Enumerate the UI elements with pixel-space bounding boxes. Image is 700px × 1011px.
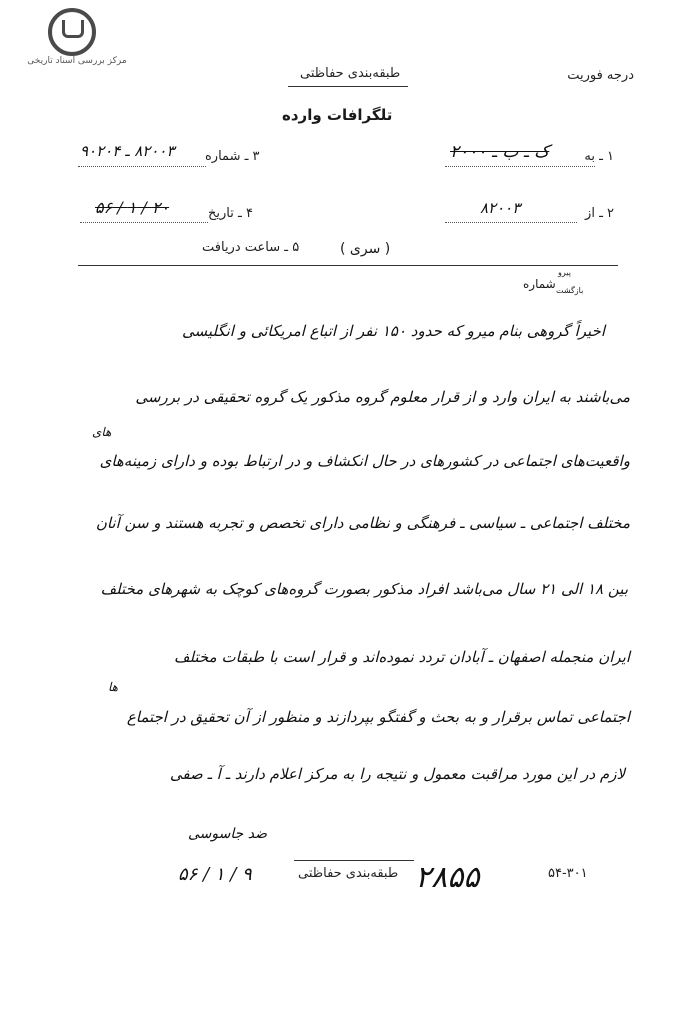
- body-line-7: اجتماعی تماس برقرار و به بحث و گفتگو بپردازند و منظور از آن تحقیق در اجتماع: [126, 708, 630, 726]
- signature-bottom: ۹ / ۱ / ۵۶: [178, 864, 252, 885]
- body-line-4: مختلف اجتماعی ـ سیاسی ـ فرهنگی و نظامی دارای تخصص و تجربه هستند و سن آنان: [95, 514, 630, 532]
- body-insertion-1: های: [92, 425, 112, 439]
- from-value: ۸۲۰۰۳: [480, 199, 521, 217]
- archive-logo: [12, 8, 142, 68]
- date-value: ۲۰ / ۱ / ۵۶: [95, 198, 170, 217]
- number-line: [78, 166, 206, 167]
- page-code: ۵۴-۳۰۱: [548, 866, 588, 881]
- body-line-2: می‌باشند به ایران وارد و از قرار معلوم گروه مذکور یک گروه تحقیقی در بررسی: [135, 388, 630, 406]
- form-title: تلگرافات وارده: [282, 106, 393, 124]
- classification-label-top: طبقه‌بندی حفاظتی: [300, 66, 401, 81]
- classification-rule-bottom: [294, 860, 414, 861]
- body-line-3: واقعیت‌های اجتماعی در کشورهای در حال انکشاف و در ارتباط بوده و دارای زمینه‌های: [99, 452, 630, 470]
- side-number-label: شماره: [523, 277, 556, 291]
- classification-underline-top: [288, 86, 408, 87]
- handwritten-reference-number: ۲۸۵۵: [415, 860, 480, 895]
- number-value: ۸۲۰۰۳ ـ ۹۰۲۰۴: [80, 142, 175, 160]
- priority-label: درجه فوریت: [567, 68, 634, 83]
- body-line-1: اخیراً گروهی بنام میرو که حدود ۱۵۰ نفر از اتباع امریکائی و انگلیسی: [181, 322, 605, 340]
- to-line: [445, 166, 595, 167]
- received-label: ۵ ـ ساعت دریافت: [202, 240, 300, 255]
- date-label: ۴ ـ تاریخ: [208, 206, 253, 221]
- from-label: ۲ ـ از: [585, 206, 614, 221]
- classification-label-bottom: طبقه‌بندی حفاظتی: [298, 866, 399, 881]
- body-line-8: لازم در این مورد مراقبت معمول و نتیجه را به مرکز اعلام دارند ـ آ ـ صفی: [169, 765, 625, 783]
- date-line: [80, 222, 208, 223]
- secret-mark: ( سری ): [340, 241, 391, 257]
- archive-logo-text: مرکز بررسی اسناد تاریخی: [27, 56, 127, 66]
- to-value: ک ـ ب ـ ۲۰۰۰: [450, 142, 550, 162]
- body-insertion-2: ها: [108, 680, 118, 694]
- signature-top: ضد جاسوسی: [188, 826, 267, 842]
- to-label: ۱ ـ به: [584, 149, 614, 164]
- body-line-6: ایران منجمله اصفهان ـ آبادان تردد نموده‌اند و قرار است با طبقات مختلف: [173, 648, 630, 666]
- side-pairo-label: پیرو: [558, 268, 571, 277]
- body-line-5: بین ۱۸ الی ۲۱ سال می‌باشد افراد مذکور بصورت گروه‌های کوچک به شهرهای مختلف: [100, 580, 628, 598]
- side-return-label: بازگشت: [556, 286, 584, 295]
- header-divider: [78, 265, 618, 266]
- number-label: ۳ ـ شماره: [205, 149, 260, 164]
- book-icon: [62, 20, 84, 38]
- from-line: [445, 222, 577, 223]
